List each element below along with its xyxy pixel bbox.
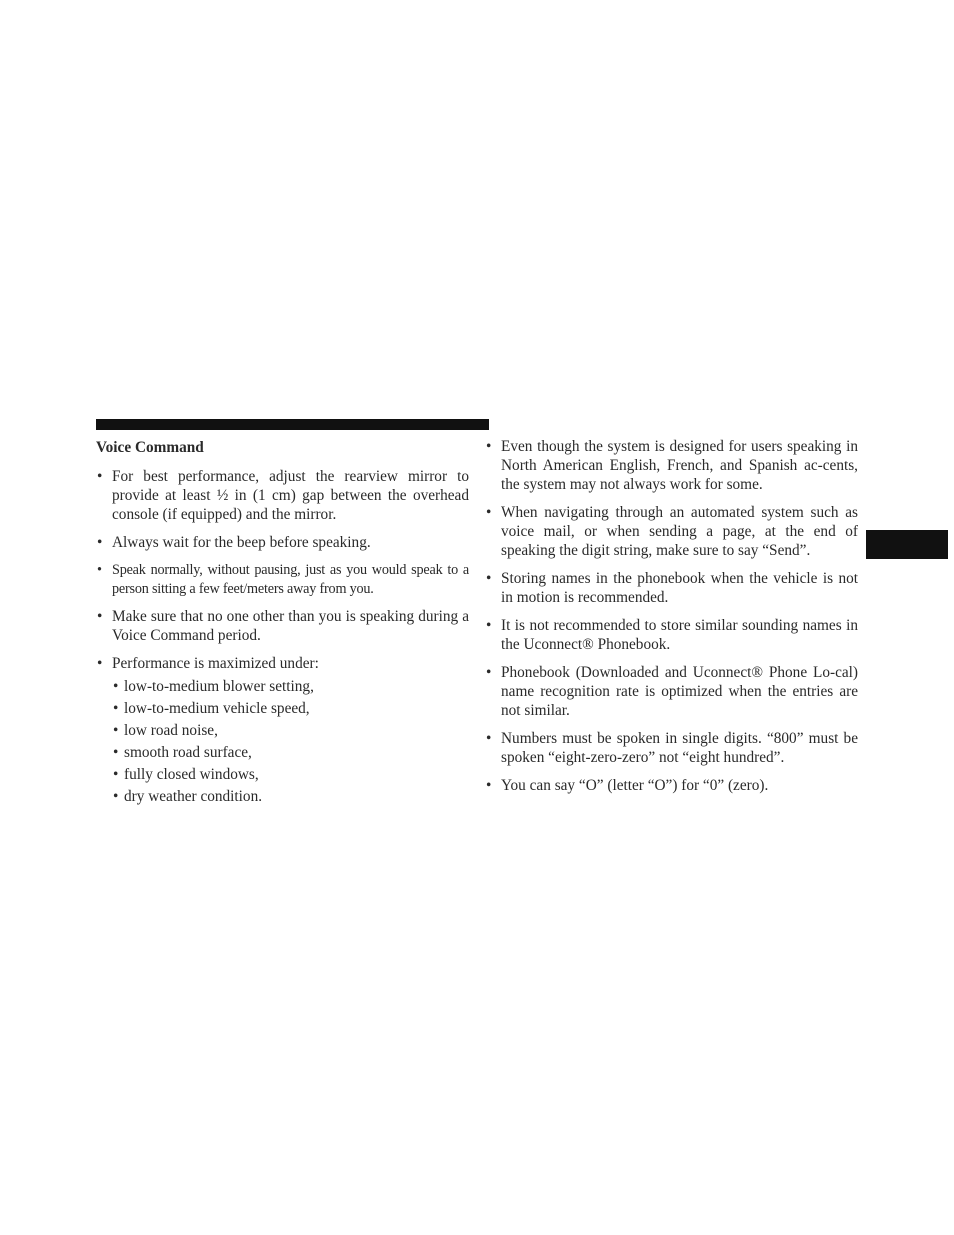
right-bullet-list [485,437,858,795]
list-item: • For best performance, adjust the rearview mirror to provide at least ½ in (1 cm) gap between the overhead console (if equipped) and the mirror. [96,467,469,524]
left-bullet-list [96,467,469,808]
right-column [485,437,858,804]
list-item-performance [96,654,469,808]
list-item: • Even though the system is designed for users speaking in North American English, French, and Spanish ac-cents, the system may not always work for some. [485,437,858,494]
list-item: • You can say “O” (letter “O”) for “0” (zero). [485,776,858,795]
list-item: • Phonebook (Downloaded and Uconnect® Phone Lo-cal) name recognition rate is optimized when the entries are not similar. [485,663,858,720]
list-item: • Numbers must be spoken in single digits. “800” must be spoken “eight-zero-zero” not “eight hundred”. [485,729,858,767]
list-item: • It is not recommended to store similar sounding names in the Uconnect® Phonebook. [485,616,858,654]
section-title: Voice Command [96,439,204,456]
performance-label: Performance is maximized under: [112,655,319,672]
list-item: • When navigating through an automated system such as voice mail, or when sending a page, at the end of speaking the digit string, make sure to say “Send”. [485,503,858,560]
sub-list-item: • dry weather condition. [112,786,469,808]
list-item: • Storing names in the phonebook when the vehicle is not in motion is recommended. [485,569,858,607]
sub-list-item: • low-to-medium vehicle speed, [112,698,469,720]
list-item: • Make sure that no one other than you is speaking during a Voice Command period. [96,607,469,645]
performance-sub-list [112,676,469,808]
sub-list-item: • low road noise, [112,720,469,742]
sub-list-item: • fully closed windows, [112,764,469,786]
chapter-tab [866,530,948,559]
list-item: • Always wait for the beep before speaking. [96,533,469,552]
section-top-rule [96,419,489,430]
left-column [96,437,469,817]
sub-list-item: • low-to-medium blower setting, [112,676,469,698]
list-item: • Speak normally, without pausing, just as you would speak to a person sitting a few feet/meters away from you. [96,561,469,598]
sub-list-item: • smooth road surface, [112,742,469,764]
